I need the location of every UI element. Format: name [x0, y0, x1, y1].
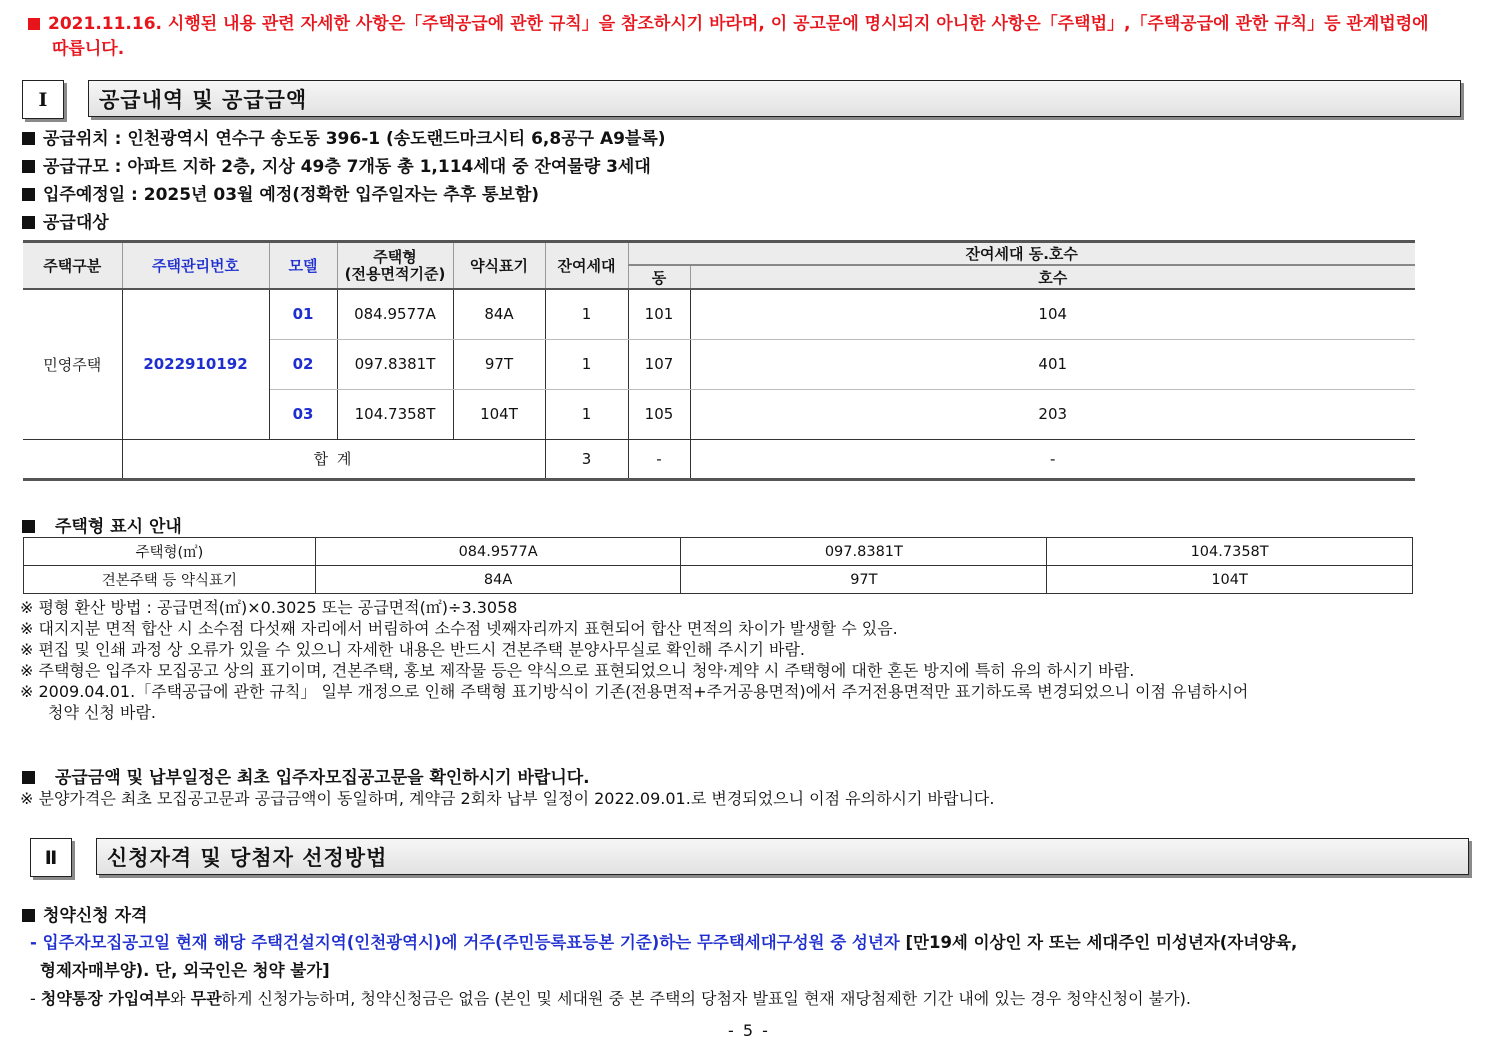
type-guide-value: 97T: [681, 566, 1047, 594]
ho-cell: 203: [690, 389, 1415, 439]
square-bullet-icon: [22, 909, 35, 922]
square-bullet-icon: [22, 160, 35, 173]
header-dong: 동: [628, 265, 690, 289]
eligibility-item-1: - 입주자모집공고일 현재 해당 주택건설지역(인천광역시)에 거주(주민등록표등본 기준)하는 무주택세대구성원 중 성년자 [만19세 이상인 자 또는 세대주인 미성년자(자녀양육,: [30, 933, 1298, 952]
eligibility-item-2: - 청약통장 가입여부와 무관하게 신청가능하며, 청약신청금은 없음 (본인 및 세대원 중 본 주택의 당첨자 발표일 현재 재당첨제한 기간 내에 있는 경우 청약신청이 불가).: [30, 989, 1191, 1008]
supply-table: [23, 240, 1415, 481]
total-row: [23, 439, 1415, 479]
house-type-cell: 104.7358T: [337, 389, 453, 439]
dong-cell: 105: [628, 389, 690, 439]
note-2: ※ 대지지분 면적 합산 시 소수점 다섯째 자리에서 버림하여 소수점 넷째자리까지 표현되어 합산 면적의 차이가 발생할 수 있음.: [20, 619, 898, 638]
bullet-location: 공급위치 : 인천광역시 연수구 송도동 396-1 (송도랜드마크시티 6,8공구 A9블록): [22, 124, 666, 149]
header-remaining: 잔여세대: [545, 242, 628, 290]
category-cell: 민영주택: [23, 289, 122, 439]
total-ho: -: [1050, 449, 1056, 468]
type-guide-value: 104T: [1047, 566, 1413, 594]
type-guide-value: 084.9577A: [315, 538, 681, 566]
header-mgmt-no: 주택관리번호: [122, 242, 269, 290]
type-guide-title: 주택형 표시 안내: [22, 512, 182, 537]
note-1: ※ 평형 환산 방법 : 공급면적(㎡)×0.3025 또는 공급면적(㎡)÷3.3058: [20, 598, 518, 617]
dong-cell: 107: [628, 339, 690, 389]
red-square-icon: [28, 18, 40, 30]
total-remaining: 3: [545, 439, 628, 479]
section-2-subtitle: 청약신청 자격: [22, 901, 147, 926]
remaining-cell: 1: [545, 339, 628, 389]
page-number: - 5 -: [728, 1021, 770, 1040]
square-bullet-icon: [22, 132, 35, 145]
ho-cell: 401: [690, 339, 1415, 389]
header-model: 모델: [269, 242, 337, 290]
abbr-cell: 104T: [453, 389, 545, 439]
ho-cell: 104: [690, 289, 1415, 339]
model-cell: 02: [269, 339, 337, 389]
square-bullet-icon: [22, 771, 35, 784]
table-row: [24, 566, 1413, 594]
type-guide-row1-label: 주택형(㎡): [24, 538, 316, 566]
bullet-target: 공급대상: [22, 208, 109, 233]
dong-cell: 101: [628, 289, 690, 339]
abbr-cell: 97T: [453, 339, 545, 389]
header-house-type: 주택형 (전용면적기준): [337, 242, 453, 290]
header-unit-group: 잔여세대 동.호수: [628, 242, 1415, 266]
table-row: [24, 538, 1413, 566]
remaining-cell: 1: [545, 389, 628, 439]
house-type-cell: 097.8381T: [337, 339, 453, 389]
abbr-cell: 84A: [453, 289, 545, 339]
table-row: [23, 289, 1415, 339]
header-type: 주택구분: [23, 242, 122, 290]
type-guide-row2-label: 견본주택 등 약식표기: [24, 566, 316, 594]
note-5-cont: 청약 신청 바람.: [48, 703, 156, 722]
house-type-cell: 084.9577A: [337, 289, 453, 339]
bullet-scale: 공급규모 : 아파트 지하 2층, 지상 49층 7개동 총 1,114세대 중 잔여물량 3세대: [22, 152, 651, 177]
total-dong: -: [628, 439, 690, 479]
header-abbr: 약식표기: [453, 242, 545, 290]
bullet-move-in: 입주예정일 : 2025년 03월 예정(정확한 입주일자는 추후 통보함): [22, 180, 539, 205]
square-bullet-icon: [22, 188, 35, 201]
section-1-title: 공급내역 및 공급금액: [88, 80, 1461, 117]
notice-line-1: 2021.11.16. 시행된 내용 관련 자세한 사항은「주택공급에 관한 규칙」을 참조하시기 바라며, 이 공고문에 명시되지 아니한 사항은「주택법」,「주택공급에 관한 규칙」등 관계법령에: [28, 9, 1429, 34]
note-4: ※ 주택형은 입주자 모집공고 상의 표기이며, 견본주택, 홍보 제작물 등은 약식으로 표현되었으니 청약·계약 시 주택형에 대한 혼돈 방지에 특히 유의 하시기 바람.: [20, 661, 1135, 680]
square-bullet-icon: [22, 520, 35, 533]
notice-line-2: 따릅니다.: [52, 39, 125, 59]
model-cell: 03: [269, 389, 337, 439]
eligibility-item-1-cont: 형제자매부양). 단, 외국인은 청약 불가]: [40, 961, 330, 980]
note-5: ※ 2009.04.01.「주택공급에 관한 규칙」 일부 개정으로 인해 주택형 표기방식이 기존(전용면적+주거공용면적)에서 주거전용면적만 표기하도록 변경되었으니 이점 유념하시어: [20, 682, 1249, 701]
remaining-cell: 1: [545, 289, 628, 339]
model-cell: 01: [269, 289, 337, 339]
price-title: 공급금액 및 납부일정은 최초 입주자모집공고문을 확인하시기 바랍니다.: [22, 763, 590, 788]
type-guide-table: [23, 537, 1413, 594]
note-3: ※ 편집 및 인쇄 과정 상 오류가 있을 수 있으니 자세한 내용은 반드시 견본주택 분양사무실로 확인해 주시기 바람.: [20, 640, 806, 659]
type-guide-value: 104.7358T: [1047, 538, 1413, 566]
total-label: 합 계: [122, 439, 545, 479]
section-2-title: 신청자격 및 당첨자 선정방법: [96, 838, 1469, 875]
type-guide-value: 84A: [315, 566, 681, 594]
mgmt-number-cell: 2022910192: [122, 289, 269, 439]
section-1-numeral: I: [22, 80, 64, 119]
type-guide-value: 097.8381T: [681, 538, 1047, 566]
square-bullet-icon: [22, 216, 35, 229]
header-ho: 호수: [690, 265, 1415, 289]
section-2-numeral: Ⅱ: [30, 838, 72, 877]
price-note: ※ 분양가격은 최초 모집공고문과 공급금액이 동일하며, 계약금 2회차 납부 일정이 2022.09.01.로 변경되었으니 이점 유의하시기 바랍니다.: [20, 789, 995, 808]
